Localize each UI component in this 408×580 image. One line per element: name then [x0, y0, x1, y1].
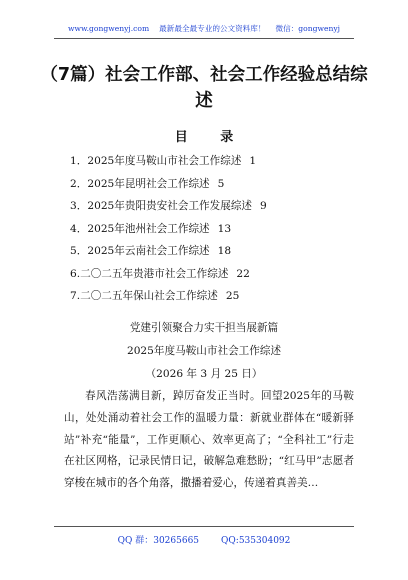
toc-item[interactable] [70, 240, 267, 263]
article-date: （2026 年 3 月 25 日） [145, 368, 263, 380]
toc-item-label: 6.二〇二五年贵港市社会工作综述 [70, 267, 229, 280]
toc-heading: 目 录 [174, 130, 248, 145]
toc-item-page: 22 [236, 267, 250, 280]
toc-item-page: 9 [260, 200, 267, 212]
document-title: （7篇）社会工作部、社会工作经验总结综述 [40, 65, 368, 111]
table-of-contents [70, 150, 267, 308]
header-wechat: 微信：gongwenyj [275, 24, 340, 33]
footer-divider [54, 526, 354, 527]
toc-item-label: 5．2025年云南社会工作综述 [70, 245, 210, 257]
toc-item-label: 3．2025年贵阳贵安社会工作发展综述 [70, 200, 253, 212]
header-tagline: 最新最全最专业的公文资料库！ [159, 24, 266, 33]
toc-item[interactable] [70, 173, 267, 196]
footer-qq: QQ:535304092 [221, 536, 291, 546]
page-footer [0, 533, 408, 546]
article-subtitle: 党建引领聚合力实干担当展新篇 [129, 322, 279, 334]
header-website-link[interactable]: www.gongwenyj.com [68, 24, 150, 33]
toc-item-page: 25 [225, 290, 240, 302]
toc-item-page: 18 [217, 245, 232, 257]
toc-item[interactable] [70, 285, 267, 308]
article-body: 春风浩荡满目新，踔厉奋发正当时。回望2025年的马鞍山，处处涌动着社会工作的温暖力量：新就业群体在“暖新驿站”补充“能量”，工作更顺心、效率更高了；“全科社工”行走在社区网格，记录民情日记，破解急难愁盼；“红马甲”志愿者穿梭在城市的各个角落，撒播着爱心，传递着真善美… [64, 390, 354, 490]
toc-item-label: 1．2025年度马鞍山市社会工作综述 [70, 155, 242, 167]
toc-item-page: 1 [249, 155, 257, 167]
toc-item[interactable] [70, 195, 267, 218]
toc-item[interactable] [70, 150, 267, 173]
toc-item-page: 13 [217, 222, 232, 235]
header-divider [54, 38, 354, 39]
toc-item-page: 5 [217, 177, 225, 190]
footer-qq-group: QQ 群：30265665 [117, 536, 200, 546]
toc-item-label: 7.二〇二五年保山社会工作综述 [70, 290, 218, 302]
page-header [0, 23, 408, 34]
toc-item-label: 4．2025年池州社会工作综述 [70, 222, 210, 235]
toc-item[interactable] [70, 218, 267, 241]
toc-item[interactable] [70, 263, 267, 286]
toc-item-label: 2．2025年昆明社会工作综述 [70, 177, 210, 190]
article-title: 2025年度马鞍山市社会工作综述 [126, 345, 282, 357]
